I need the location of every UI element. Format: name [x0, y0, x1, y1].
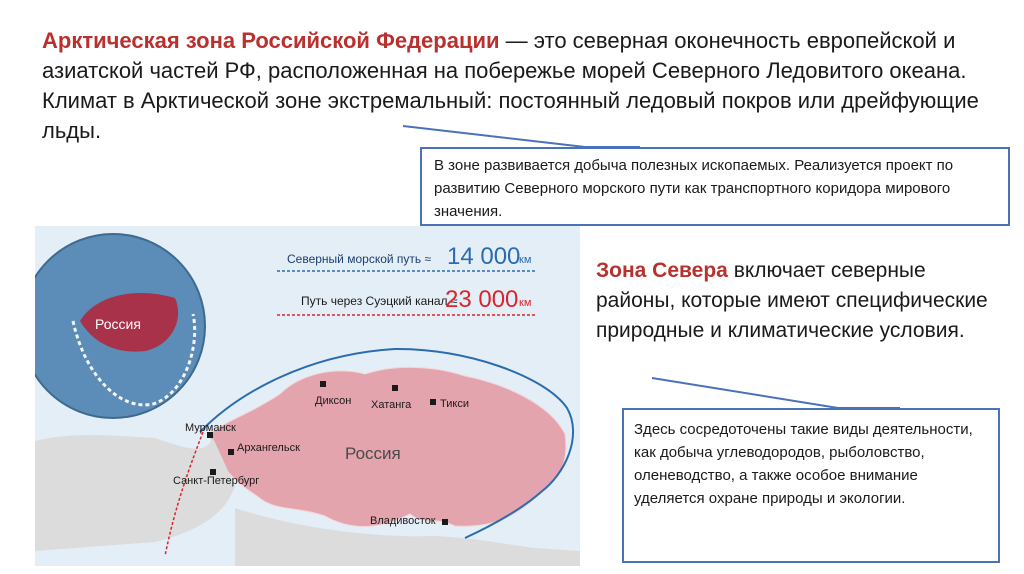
route-suez-unit: км — [519, 297, 532, 309]
map-country-label: Россия — [345, 444, 401, 463]
city-label: Хатанга — [371, 399, 412, 411]
north-zone-paragraph — [596, 256, 996, 346]
city-marker — [228, 449, 234, 455]
city-label: Диксон — [315, 395, 352, 407]
city-label: Мурманск — [185, 422, 236, 434]
north-zone-term: Зона Севера — [596, 259, 728, 282]
callout-north: Здесь сосредоточены такие виды деятельности, как добыча углеводородов, рыболовство, оленеводство, а также особое внимание уделяется охране природы и экологии. — [622, 408, 1000, 563]
route-north-label: Северный морской путь ≈ — [287, 252, 432, 266]
city-label: Санкт-Петербург — [173, 475, 260, 487]
globe-russia-label: Россия — [95, 316, 141, 332]
north-zone-definition: включает северные районы, которые имеют специфические природные и климатические условия. — [596, 259, 988, 342]
city-marker — [392, 385, 398, 391]
callout-arctic: В зоне развивается добыча полезных ископаемых. Реализуется проект по развитию Северного морского пути как транспортного коридора мирового значения. — [420, 147, 1010, 226]
route-suez-value: 23 000 — [445, 286, 519, 313]
route-north-unit: км — [519, 254, 532, 266]
city-label: Тикси — [440, 398, 469, 410]
city-marker — [430, 399, 436, 405]
route-north-value: 14 000 — [447, 243, 521, 270]
city-label: Архангельск — [237, 442, 300, 454]
callout-pointer-arctic — [403, 126, 640, 147]
route-suez-label: Путь через Суэцкий канал ≈ — [301, 294, 458, 308]
callout-pointer-north — [652, 378, 900, 408]
route-map — [35, 226, 580, 566]
arctic-zone-definition: — это северная оконечность европейской и азиатской частей РФ, расположенная на побережье морей Северного Ледовитого океана. Климат в Арктической зоне экстремальный: постоянный ледовый покров или дрейфующие льды. — [42, 28, 979, 143]
city-marker — [320, 381, 326, 387]
arctic-zone-term: Арктическая зона Российской Федерации — [42, 28, 500, 53]
city-marker — [442, 519, 448, 525]
city-label: Владивосток — [370, 515, 436, 527]
